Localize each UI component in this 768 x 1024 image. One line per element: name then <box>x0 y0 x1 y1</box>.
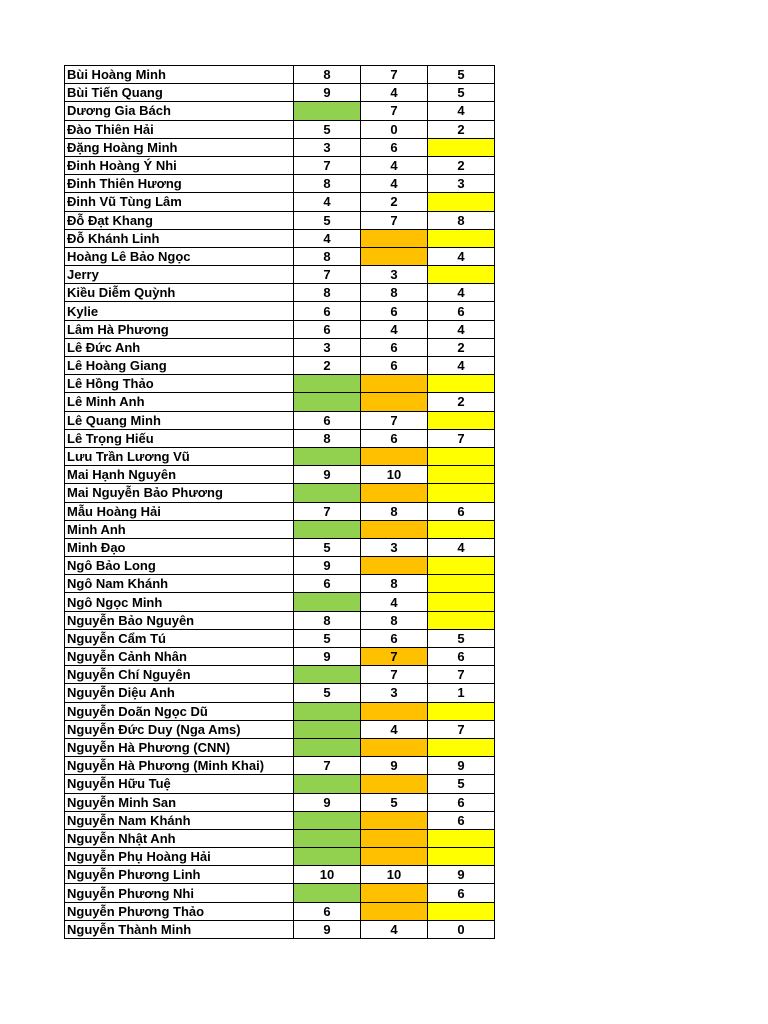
table-row <box>65 629 495 647</box>
score-cell-2[interactable]: 4 <box>361 320 428 338</box>
student-name-cell[interactable]: Mai Nguyễn Bảo Phương <box>65 484 294 502</box>
score-cell-3[interactable]: 6 <box>428 302 495 320</box>
score-cell-1[interactable] <box>294 666 361 684</box>
table-row <box>65 866 495 884</box>
table-row <box>65 138 495 156</box>
student-name-cell[interactable]: Đinh Thiên Hương <box>65 175 294 193</box>
table-row <box>65 429 495 447</box>
student-name-cell[interactable]: Nguyễn Hà Phương (CNN) <box>65 738 294 756</box>
score-cell-1[interactable] <box>294 702 361 720</box>
score-cell-1[interactable]: 9 <box>294 920 361 938</box>
score-cell-2[interactable]: 7 <box>361 666 428 684</box>
score-cell-2[interactable]: 4 <box>361 156 428 174</box>
score-cell-2[interactable] <box>361 557 428 575</box>
score-cell-3[interactable] <box>428 557 495 575</box>
student-name-cell[interactable]: Kiều Diễm Quỳnh <box>65 284 294 302</box>
score-cell-1[interactable]: 9 <box>294 84 361 102</box>
score-cell-3[interactable]: 9 <box>428 757 495 775</box>
score-cell-1[interactable]: 9 <box>294 648 361 666</box>
score-cell-3[interactable]: 2 <box>428 120 495 138</box>
score-cell-2[interactable]: 2 <box>361 193 428 211</box>
score-cell-2[interactable] <box>361 375 428 393</box>
score-cell-3[interactable] <box>428 193 495 211</box>
score-cell-1[interactable] <box>294 848 361 866</box>
score-cell-1[interactable]: 5 <box>294 211 361 229</box>
score-cell-1[interactable]: 2 <box>294 357 361 375</box>
table-row <box>65 738 495 756</box>
table-row <box>65 811 495 829</box>
score-cell-2[interactable]: 8 <box>361 502 428 520</box>
score-cell-2[interactable] <box>361 775 428 793</box>
score-cell-3[interactable]: 2 <box>428 393 495 411</box>
score-cell-2[interactable]: 4 <box>361 84 428 102</box>
student-name-cell[interactable]: Nguyễn Minh San <box>65 793 294 811</box>
table-row <box>65 102 495 120</box>
student-name-cell[interactable]: Nguyễn Phương Nhi <box>65 884 294 902</box>
table-row <box>65 829 495 847</box>
student-name-cell[interactable]: Nguyễn Phương Linh <box>65 866 294 884</box>
student-name-cell[interactable]: Nguyễn Diệu Anh <box>65 684 294 702</box>
student-name-cell[interactable]: Nguyễn Nam Khánh <box>65 811 294 829</box>
score-cell-3[interactable] <box>428 848 495 866</box>
score-cell-3[interactable] <box>428 611 495 629</box>
score-cell-1[interactable]: 8 <box>294 429 361 447</box>
table-row <box>65 211 495 229</box>
score-cell-2[interactable]: 3 <box>361 538 428 556</box>
student-name-cell[interactable]: Mai Hạnh Nguyên <box>65 466 294 484</box>
score-cell-1[interactable]: 6 <box>294 320 361 338</box>
score-cell-2[interactable]: 6 <box>361 429 428 447</box>
student-name-cell[interactable]: Nguyễn Phương Thảo <box>65 902 294 920</box>
score-cell-3[interactable] <box>428 575 495 593</box>
score-cell-1[interactable]: 7 <box>294 502 361 520</box>
student-name-cell[interactable]: Jerry <box>65 266 294 284</box>
score-cell-2[interactable] <box>361 829 428 847</box>
student-name-cell[interactable]: Mẫu Hoàng Hải <box>65 502 294 520</box>
score-cell-2[interactable]: 6 <box>361 357 428 375</box>
student-name-cell[interactable]: Nguyễn Thành Minh <box>65 920 294 938</box>
student-name-cell[interactable]: Nguyễn Chí Nguyên <box>65 666 294 684</box>
score-cell-2[interactable]: 3 <box>361 684 428 702</box>
table-row <box>65 84 495 102</box>
student-name-cell[interactable]: Lê Minh Anh <box>65 393 294 411</box>
score-cell-3[interactable]: 4 <box>428 357 495 375</box>
student-name-cell[interactable]: Dương Gia Bách <box>65 102 294 120</box>
student-name-cell[interactable]: Lê Quang Minh <box>65 411 294 429</box>
student-name-cell[interactable]: Lê Hồng Thảo <box>65 375 294 393</box>
score-cell-3[interactable] <box>428 138 495 156</box>
student-name-cell[interactable]: Nguyễn Doãn Ngọc Dũ <box>65 702 294 720</box>
score-cell-2[interactable]: 8 <box>361 611 428 629</box>
score-cell-3[interactable]: 6 <box>428 884 495 902</box>
score-cell-1[interactable] <box>294 811 361 829</box>
score-cell-1[interactable]: 8 <box>294 66 361 84</box>
score-cell-1[interactable]: 6 <box>294 575 361 593</box>
score-cell-3[interactable]: 3 <box>428 175 495 193</box>
score-cell-2[interactable]: 7 <box>361 211 428 229</box>
score-cell-2[interactable] <box>361 738 428 756</box>
table-row <box>65 229 495 247</box>
score-cell-2[interactable] <box>361 702 428 720</box>
score-cell-3[interactable]: 7 <box>428 429 495 447</box>
student-name-cell[interactable]: Nguyễn Phụ Hoàng Hải <box>65 848 294 866</box>
score-cell-2[interactable]: 7 <box>361 411 428 429</box>
score-cell-3[interactable] <box>428 447 495 465</box>
score-cell-3[interactable] <box>428 702 495 720</box>
table-row <box>65 902 495 920</box>
score-cell-2[interactable]: 6 <box>361 338 428 356</box>
score-cell-3[interactable] <box>428 829 495 847</box>
student-name-cell[interactable]: Bùi Tiến Quang <box>65 84 294 102</box>
table-row <box>65 520 495 538</box>
score-cell-3[interactable]: 1 <box>428 684 495 702</box>
score-cell-1[interactable]: 3 <box>294 138 361 156</box>
score-cell-3[interactable]: 2 <box>428 338 495 356</box>
score-cell-1[interactable]: 4 <box>294 193 361 211</box>
score-cell-2[interactable]: 4 <box>361 593 428 611</box>
score-cell-3[interactable] <box>428 484 495 502</box>
table-row <box>65 848 495 866</box>
student-name-cell[interactable]: Hoàng Lê Bảo Ngọc <box>65 247 294 265</box>
table-row <box>65 484 495 502</box>
score-cell-2[interactable]: 6 <box>361 629 428 647</box>
score-sheet <box>64 65 495 939</box>
table-row <box>65 193 495 211</box>
score-cell-1[interactable]: 5 <box>294 629 361 647</box>
score-cell-3[interactable]: 5 <box>428 629 495 647</box>
score-cell-2[interactable]: 6 <box>361 138 428 156</box>
table-row <box>65 593 495 611</box>
student-name-cell[interactable]: Đỗ Khánh Linh <box>65 229 294 247</box>
score-cell-1[interactable] <box>294 775 361 793</box>
student-name-cell[interactable]: Nguyễn Hữu Tuệ <box>65 775 294 793</box>
score-cell-3[interactable] <box>428 902 495 920</box>
score-cell-1[interactable]: 7 <box>294 757 361 775</box>
student-name-cell[interactable]: Kylie <box>65 302 294 320</box>
score-cell-1[interactable]: 9 <box>294 557 361 575</box>
table-row <box>65 502 495 520</box>
student-name-cell[interactable]: Nguyễn Cảnh Nhân <box>65 648 294 666</box>
score-cell-3[interactable]: 4 <box>428 247 495 265</box>
score-cell-1[interactable] <box>294 720 361 738</box>
table-row <box>65 120 495 138</box>
score-cell-2[interactable] <box>361 393 428 411</box>
table-row <box>65 66 495 84</box>
score-cell-1[interactable]: 3 <box>294 338 361 356</box>
student-name-cell[interactable]: Minh Đạo <box>65 538 294 556</box>
table-row <box>65 557 495 575</box>
score-cell-3[interactable]: 6 <box>428 793 495 811</box>
student-name-cell[interactable]: Bùi Hoàng Minh <box>65 66 294 84</box>
table-row <box>65 920 495 938</box>
score-cell-1[interactable] <box>294 738 361 756</box>
score-cell-1[interactable]: 5 <box>294 684 361 702</box>
table-row <box>65 648 495 666</box>
score-cell-1[interactable] <box>294 393 361 411</box>
student-name-cell[interactable]: Lê Hoàng Giang <box>65 357 294 375</box>
score-cell-3[interactable] <box>428 593 495 611</box>
score-cell-3[interactable]: 4 <box>428 102 495 120</box>
score-cell-1[interactable]: 10 <box>294 866 361 884</box>
score-cell-1[interactable] <box>294 829 361 847</box>
score-cell-3[interactable]: 7 <box>428 720 495 738</box>
score-cell-3[interactable] <box>428 375 495 393</box>
table-row <box>65 266 495 284</box>
score-cell-2[interactable] <box>361 848 428 866</box>
score-cell-3[interactable] <box>428 229 495 247</box>
score-cell-2[interactable]: 4 <box>361 175 428 193</box>
score-cell-1[interactable] <box>294 520 361 538</box>
student-name-cell[interactable]: Ngô Nam Khánh <box>65 575 294 593</box>
score-cell-3[interactable] <box>428 411 495 429</box>
score-cell-1[interactable] <box>294 593 361 611</box>
student-name-cell[interactable]: Đinh Hoàng Ý Nhi <box>65 156 294 174</box>
table-row <box>65 466 495 484</box>
score-cell-3[interactable]: 2 <box>428 156 495 174</box>
table-row <box>65 175 495 193</box>
score-cell-1[interactable]: 7 <box>294 266 361 284</box>
score-cell-3[interactable]: 5 <box>428 775 495 793</box>
score-cell-1[interactable]: 9 <box>294 793 361 811</box>
score-cell-1[interactable] <box>294 102 361 120</box>
score-cell-3[interactable]: 6 <box>428 502 495 520</box>
score-cell-1[interactable]: 5 <box>294 120 361 138</box>
score-cell-3[interactable]: 5 <box>428 84 495 102</box>
score-cell-1[interactable] <box>294 375 361 393</box>
score-cell-3[interactable] <box>428 266 495 284</box>
table-row <box>65 302 495 320</box>
score-cell-2[interactable]: 8 <box>361 284 428 302</box>
table-row <box>65 793 495 811</box>
score-cell-2[interactable] <box>361 484 428 502</box>
table-row <box>65 357 495 375</box>
score-cell-2[interactable] <box>361 229 428 247</box>
table-row <box>65 375 495 393</box>
score-cell-3[interactable]: 5 <box>428 66 495 84</box>
score-cell-2[interactable] <box>361 811 428 829</box>
score-cell-3[interactable]: 4 <box>428 284 495 302</box>
table-row <box>65 320 495 338</box>
score-cell-3[interactable]: 8 <box>428 211 495 229</box>
student-name-cell[interactable]: Minh Anh <box>65 520 294 538</box>
score-cell-2[interactable]: 7 <box>361 648 428 666</box>
student-name-cell[interactable]: Ngô Bảo Long <box>65 557 294 575</box>
score-cell-2[interactable]: 4 <box>361 920 428 938</box>
student-name-cell[interactable]: Đào Thiên Hải <box>65 120 294 138</box>
score-cell-1[interactable]: 6 <box>294 411 361 429</box>
student-name-cell[interactable]: Lâm Hà Phương <box>65 320 294 338</box>
student-name-cell[interactable]: Ngô Ngọc Minh <box>65 593 294 611</box>
score-cell-1[interactable] <box>294 447 361 465</box>
student-name-cell[interactable]: Lê Đức Anh <box>65 338 294 356</box>
score-cell-1[interactable]: 6 <box>294 902 361 920</box>
student-name-cell[interactable]: Lê Trọng Hiếu <box>65 429 294 447</box>
score-cell-2[interactable]: 10 <box>361 866 428 884</box>
score-cell-1[interactable] <box>294 884 361 902</box>
table-row <box>65 538 495 556</box>
score-cell-1[interactable]: 5 <box>294 538 361 556</box>
score-cell-2[interactable]: 9 <box>361 757 428 775</box>
student-name-cell[interactable]: Nguyễn Nhật Anh <box>65 829 294 847</box>
score-cell-2[interactable]: 6 <box>361 302 428 320</box>
score-cell-1[interactable] <box>294 484 361 502</box>
table-row <box>65 757 495 775</box>
score-cell-2[interactable] <box>361 447 428 465</box>
score-cell-3[interactable] <box>428 520 495 538</box>
score-cell-1[interactable]: 9 <box>294 466 361 484</box>
score-cell-1[interactable]: 8 <box>294 284 361 302</box>
score-cell-2[interactable]: 7 <box>361 66 428 84</box>
table-row <box>65 447 495 465</box>
table-row <box>65 884 495 902</box>
score-cell-3[interactable]: 6 <box>428 811 495 829</box>
score-cell-2[interactable]: 8 <box>361 575 428 593</box>
student-name-cell[interactable]: Nguyễn Bảo Nguyên <box>65 611 294 629</box>
student-name-cell[interactable]: Nguyễn Hà Phương (Minh Khai) <box>65 757 294 775</box>
score-cell-3[interactable]: 4 <box>428 538 495 556</box>
table-row <box>65 156 495 174</box>
student-name-cell[interactable]: Đặng Hoàng Minh <box>65 138 294 156</box>
table-row <box>65 575 495 593</box>
score-cell-2[interactable]: 4 <box>361 720 428 738</box>
table-row <box>65 284 495 302</box>
student-name-cell[interactable]: Lưu Trần Lương Vũ <box>65 447 294 465</box>
score-cell-1[interactable]: 8 <box>294 247 361 265</box>
score-cell-2[interactable]: 3 <box>361 266 428 284</box>
score-cell-1[interactable]: 7 <box>294 156 361 174</box>
table-row <box>65 684 495 702</box>
table-row <box>65 247 495 265</box>
score-cell-3[interactable]: 0 <box>428 920 495 938</box>
student-name-cell[interactable]: Nguyễn Đức Duy (Nga Ams) <box>65 720 294 738</box>
student-name-cell[interactable]: Đỗ Đạt Khang <box>65 211 294 229</box>
score-cell-2[interactable] <box>361 884 428 902</box>
score-cell-2[interactable]: 10 <box>361 466 428 484</box>
score-cell-3[interactable]: 9 <box>428 866 495 884</box>
score-cell-3[interactable]: 7 <box>428 666 495 684</box>
table-row <box>65 702 495 720</box>
student-name-cell[interactable]: Đinh Vũ Tùng Lâm <box>65 193 294 211</box>
score-cell-2[interactable]: 0 <box>361 120 428 138</box>
table-row <box>65 666 495 684</box>
table-row <box>65 611 495 629</box>
score-cell-2[interactable] <box>361 520 428 538</box>
table-row <box>65 720 495 738</box>
student-name-cell[interactable]: Nguyễn Cẩm Tú <box>65 629 294 647</box>
table-row <box>65 411 495 429</box>
score-cell-2[interactable]: 5 <box>361 793 428 811</box>
score-cell-3[interactable] <box>428 738 495 756</box>
score-cell-1[interactable]: 4 <box>294 229 361 247</box>
score-cell-2[interactable]: 7 <box>361 102 428 120</box>
score-cell-1[interactable]: 6 <box>294 302 361 320</box>
table-row <box>65 393 495 411</box>
score-sheet-body <box>65 66 495 939</box>
score-cell-3[interactable]: 6 <box>428 648 495 666</box>
table-row <box>65 338 495 356</box>
score-cell-2[interactable] <box>361 902 428 920</box>
score-cell-3[interactable]: 4 <box>428 320 495 338</box>
score-cell-1[interactable]: 8 <box>294 611 361 629</box>
table-row <box>65 775 495 793</box>
score-cell-2[interactable] <box>361 247 428 265</box>
score-cell-3[interactable] <box>428 466 495 484</box>
score-cell-1[interactable]: 8 <box>294 175 361 193</box>
